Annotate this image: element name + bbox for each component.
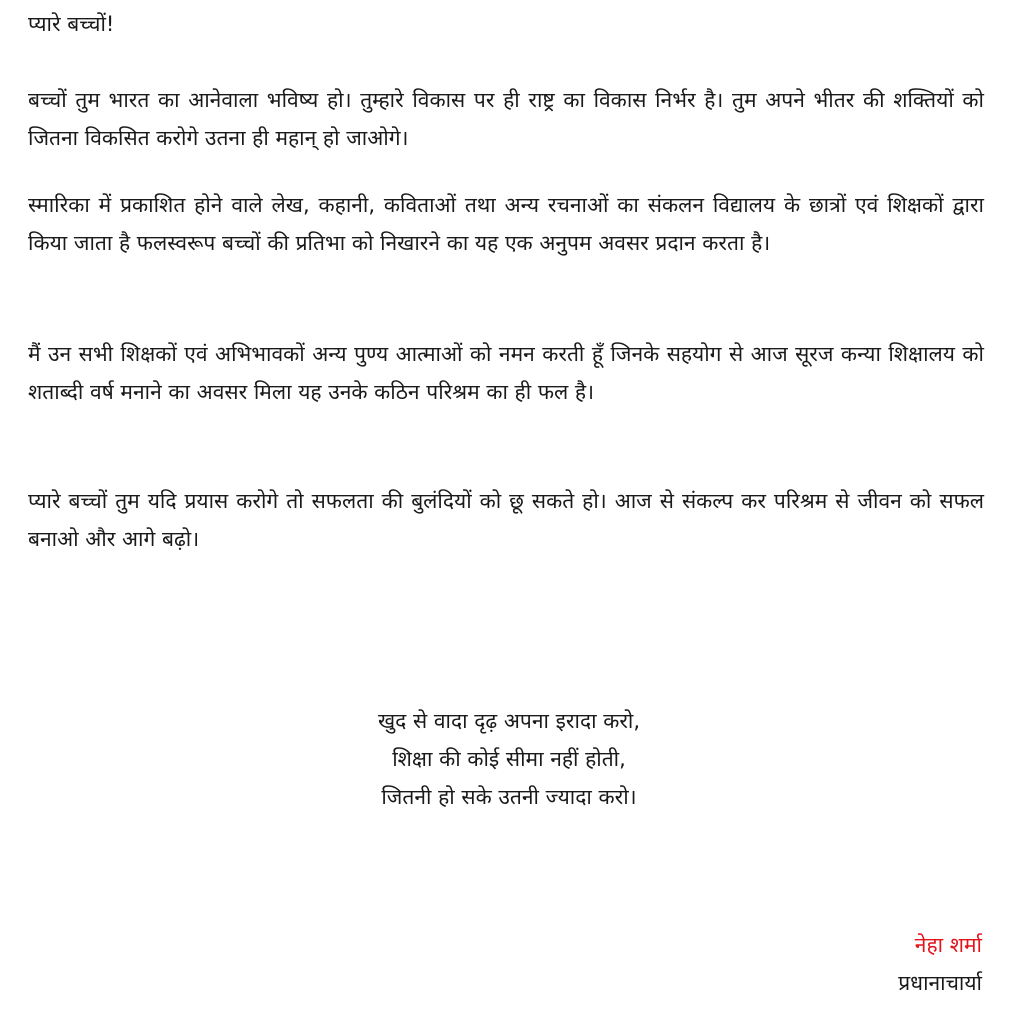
poem-line: शिक्षा की कोई सीमा नहीं होती, [392, 747, 626, 771]
poem-line: खुद से वादा दृढ़ अपना इरादा करो, [377, 709, 641, 733]
paragraph-3: मैं उन सभी शिक्षकों एवं अभिभावकों अन्य पुण्य आत्माओं को नमन करती हूँ जिनके सहयोग से आज सूरज कन्या शिक्षालय को शताब्दी वर्ष मनाने का अवसर मिला यह उनके कठिन परिश्रम का ही फल है। [28, 342, 984, 404]
signature-title: प्रधानाचार्या [898, 971, 982, 995]
paragraph-1: बच्चों तुम भारत का आनेवाला भविष्य हो। तुम्हारे विकास पर ही राष्ट्र का विकास निर्भर है। तुम अपने भीतर की शक्तियों को जितना विकसित करोगे उतना ही महान् हो जाओगे। [28, 88, 984, 150]
poem-block [200, 702, 818, 816]
poem-line: जितनी हो सके उतनी ज्यादा करो। [381, 785, 637, 809]
paragraph-2: स्मारिका में प्रकाशित होने वाले लेख, कहानी, कविताओं तथा अन्य रचनाओं का संकलन विद्यालय के छात्रों एवं शिक्षकों द्वारा किया जाता है फलस्वरूप बच्चों की प्रतिभा को निखारने का यह एक अनुपम अवसर प्रदान करता है। [28, 193, 984, 255]
signature-name: नेहा शर्मा [914, 933, 982, 957]
greeting: प्यारे बच्चों! [28, 12, 115, 36]
paragraph-4: प्यारे बच्चों तुम यदि प्रयास करोगे तो सफलता की बुलंदियों को छू सकते हो। आज से संकल्प कर परिश्रम से जीवन को सफल बनाओ और आगे बढ़ो। [28, 489, 984, 551]
